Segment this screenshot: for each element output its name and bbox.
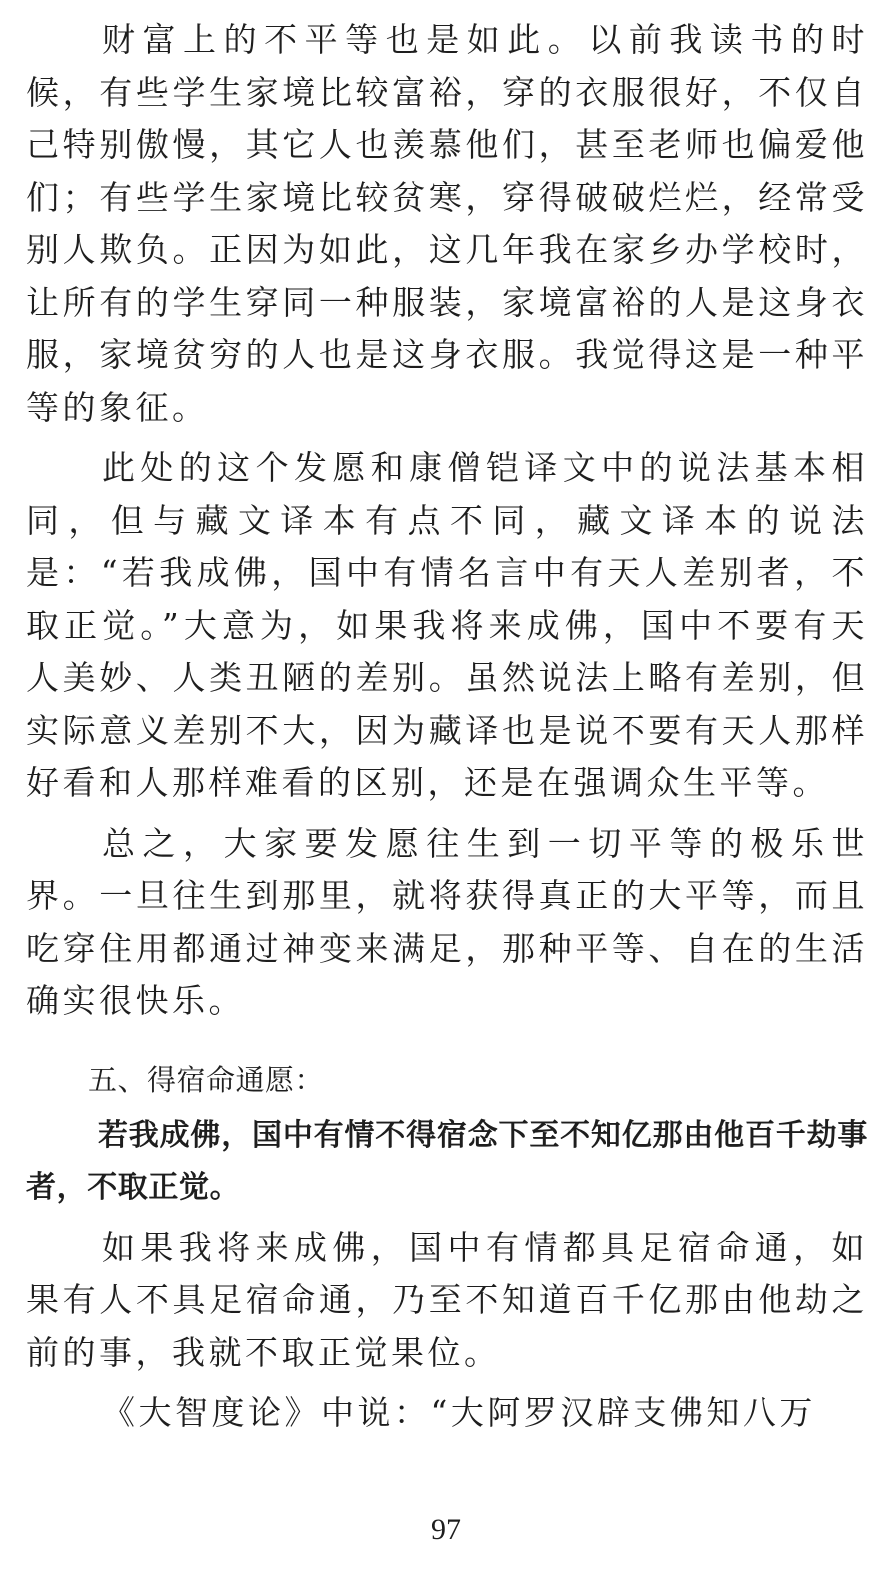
section-heading: 五、得宿命通愿：: [88, 1062, 325, 1097]
page-body: [26, 14, 868, 1448]
paragraph-vow-explanation: 如果我将来成佛，国中有情都具足宿命通，如果有人不具足宿命通，乃至不知道百千亿那由他劫之前的事，我就不取正觉果位。: [26, 1227, 868, 1372]
paragraph-treatise-quote: 《大智度论》中说：“大阿罗汉辟支佛知八万: [102, 1393, 816, 1432]
page-number: 97: [431, 1513, 461, 1546]
paragraph-conclusion: 总之，大家要发愿往生到一切平等的极乐世界。一旦往生到那里，就将获得真正的大平等，而且吃穿住用都通过神变来满足，那种平等、自在的生活确实很快乐。: [26, 823, 868, 1020]
paragraph-wealth-inequality: 财富上的不平等也是如此。以前我读书的时候，有些学生家境比较富裕，穿的衣服很好，不仅自己特别傲慢，其它人也羡慕他们，甚至老师也偏爱他们；有些学生家境比较贫寒，穿得破破烂烂，经常受别人欺负。正因为如此，这几年我在家乡办学校时，让所有的学生穿同一种服装，家境富裕的人是这身衣服，家境贫穷的人也是这身衣服。我觉得这是一种平等的象征。: [26, 20, 868, 427]
paragraph-translation-comparison: 此处的这个发愿和康僧铠译文中的说法基本相同，但与藏文译本有点不同，藏文译本的说法是：“若我成佛，国中有情名言中有天人差别者，不取正觉。”大意为，如果我将来成佛，国中不要有天人美妙、人类丑陋的差别。虽然说法上略有差别，但实际意义差别不大，因为藏译也是说不要有天人那样好看和人那样难看的区别，还是在强调众生平等。: [26, 448, 868, 802]
sutra-quote: 若我成佛，国中有情不得宿念下至不知亿那由他百千劫事者，不取正觉。: [26, 1117, 868, 1205]
